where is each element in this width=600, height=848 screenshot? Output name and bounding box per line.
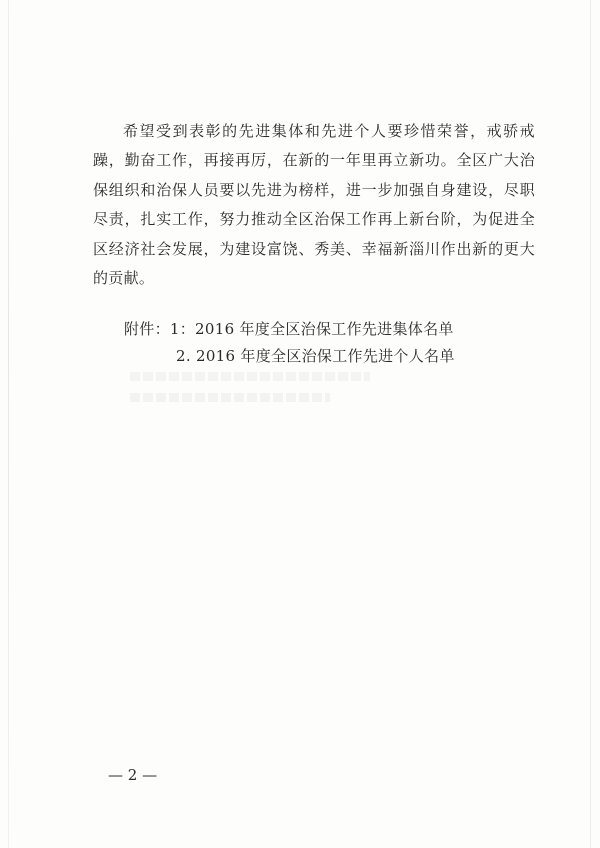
page-number: — 2 — [108,766,158,784]
attachment-item-2: 2. 2016 年度全区治保工作先进个人名单 [176,347,455,365]
body-paragraph: 希望受到表彰的先进集体和先进个人要珍惜荣誉，戒骄戒躁，勤奋工作，再接再厉，在新的一年里再立新功。全区广大治保组织和治保人员要以先进为榜样，进一步加强自身建设，尽职尽责，扎实工作，努力推动全区治保工作再上新台阶，为促进全区经济社会发展，为建设富饶、秀美、幸福新淄川作出新的更大的贡献。 [93,122,535,288]
bleed-through-shadow [130,372,390,432]
bleed-through-line [130,372,370,381]
attachment-item-1: 附件：1：2016 年度全区治保工作先进集体名单 [124,320,454,338]
bleed-through-line [130,393,330,402]
scan-edge-right [590,0,591,848]
scan-edge-left [8,0,9,848]
